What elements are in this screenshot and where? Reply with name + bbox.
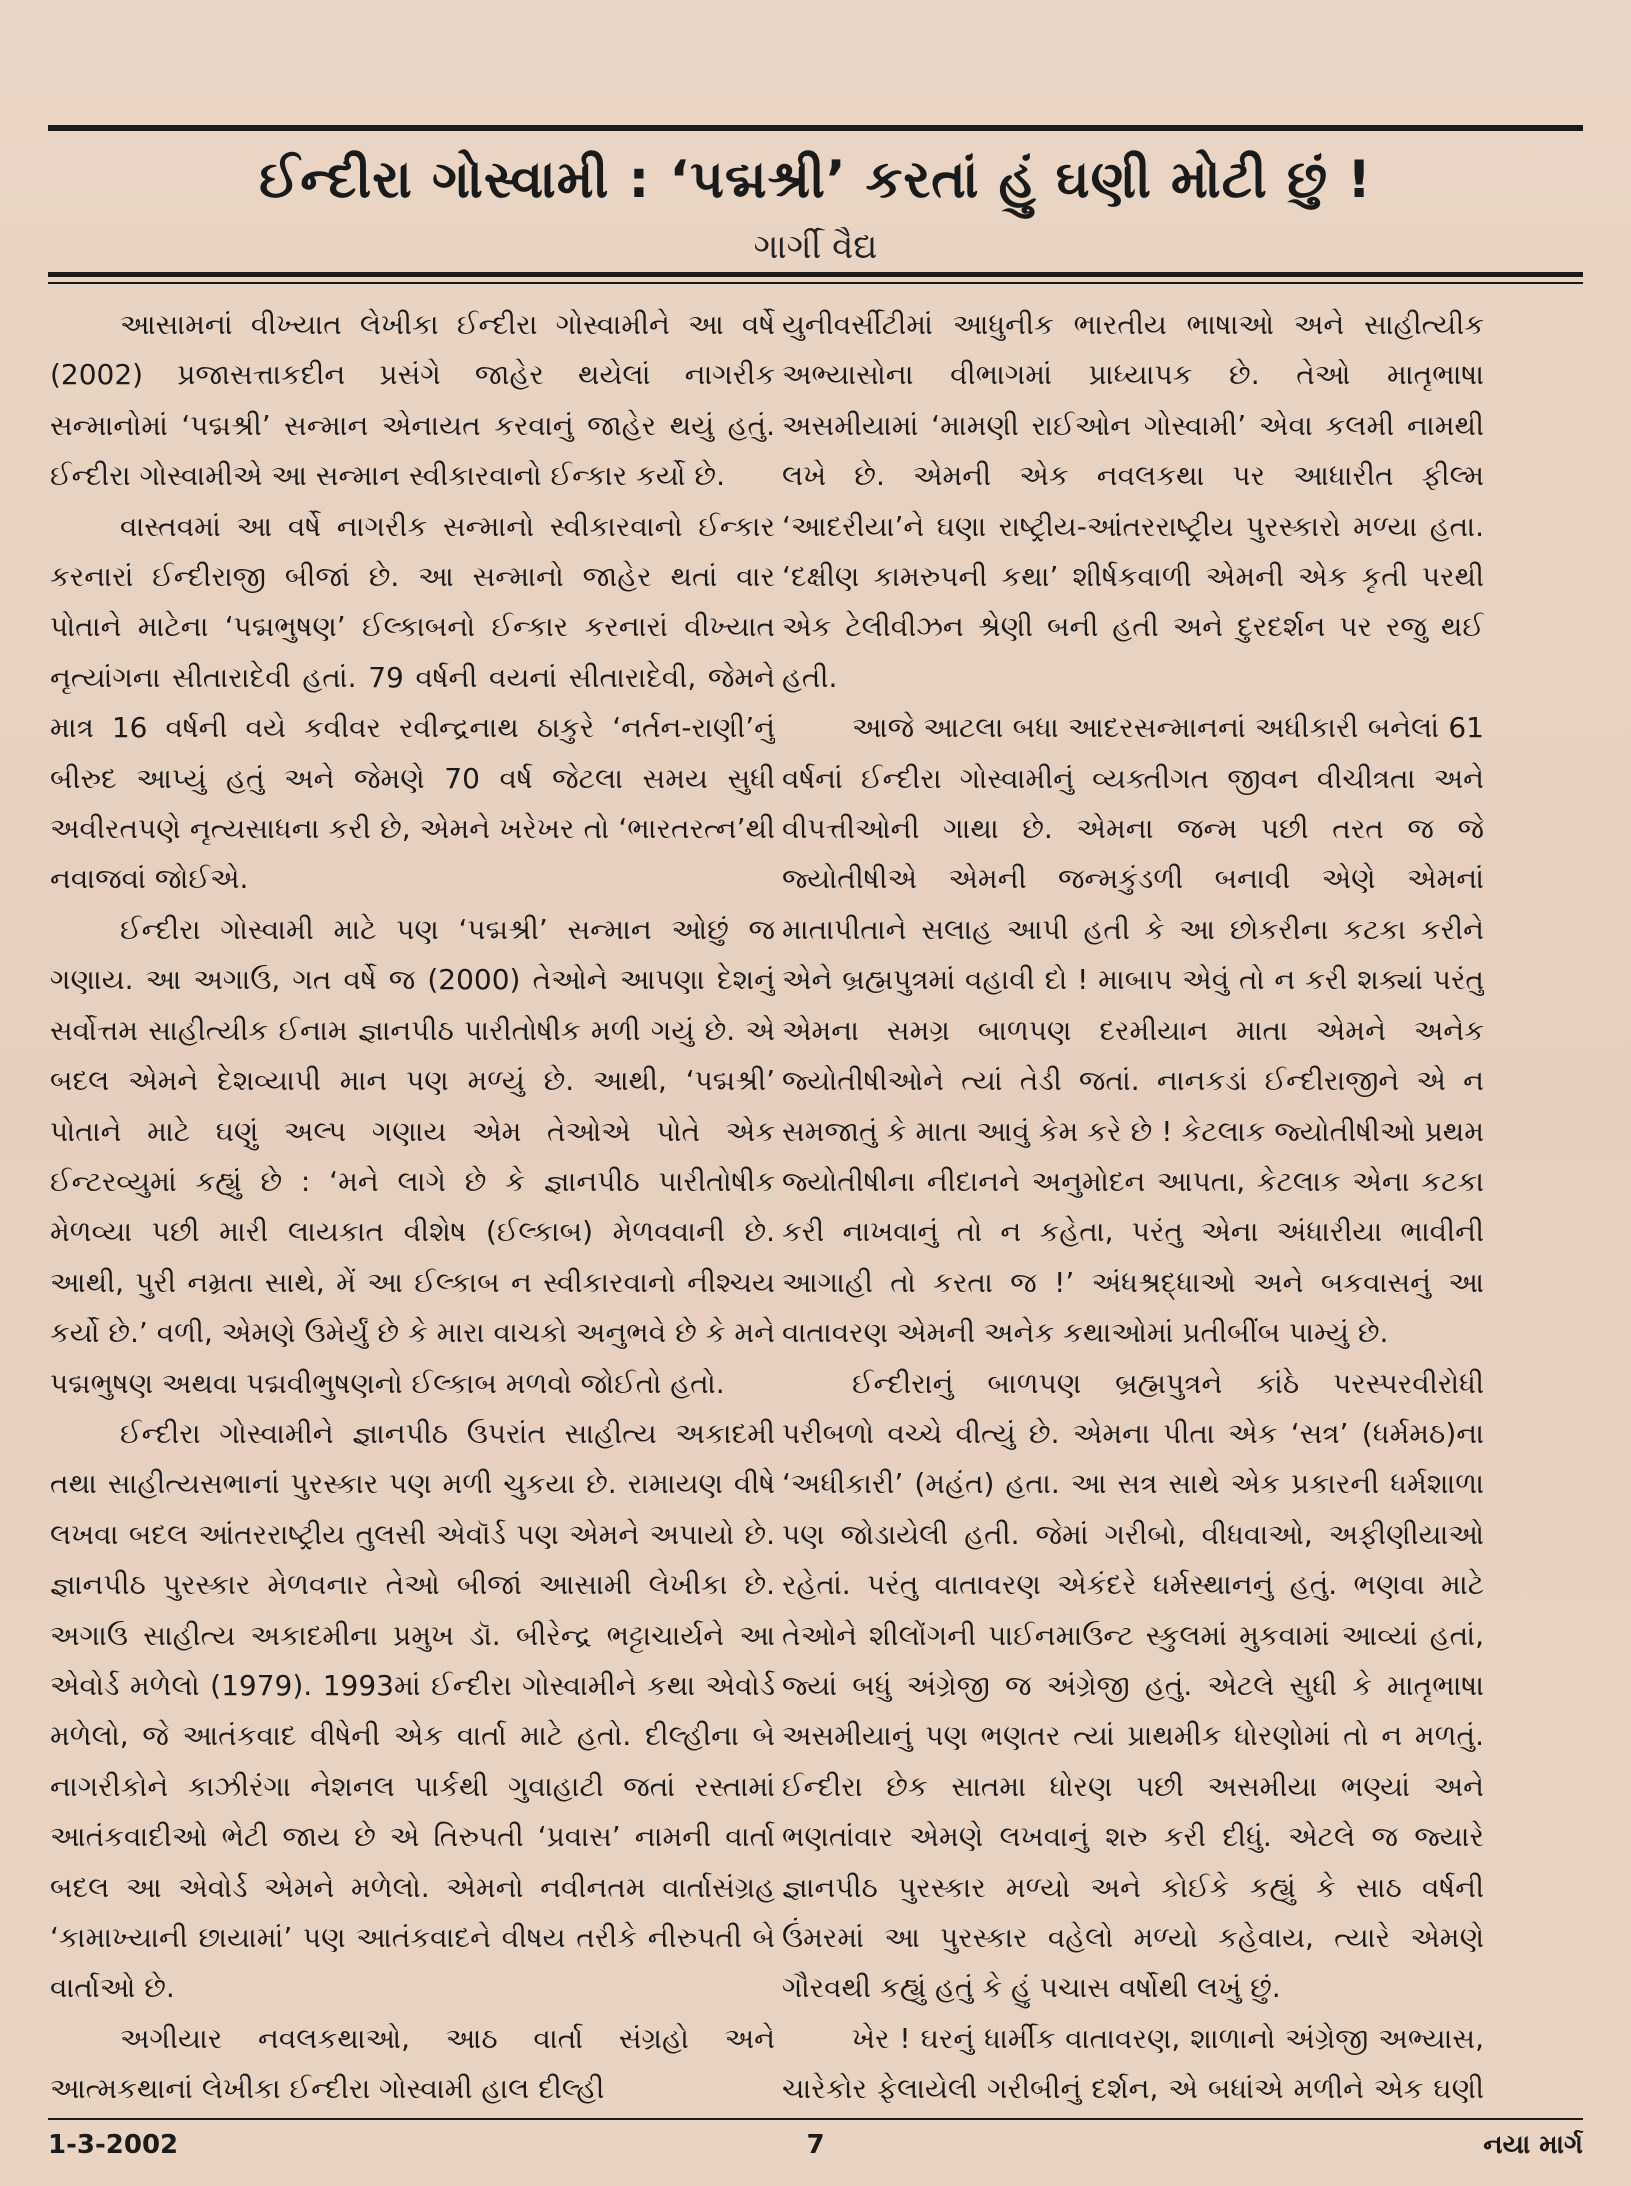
paragraph: ખેર ! ઘરનું ધાર્મીક વાતાવરણ, શાળાનો અંગ્રેજી અભ્યાસ, ચારેકોર ફેલાયેલી ગરીબીનું દર્શન, એ બધાંએ મળીને એક ઘણી (782, 2021, 1484, 2105)
paragraph: ઈન્દીરાનું બાળપણ બ્રહ્મપુત્રને કાંઠે પરસ્પરવીરોધી પરીબળો વચ્ચે વીત્યું છે. એમના પીતા એક ‘સત્ર’ (ધર્મમઠ)ના ‘અધીકારી’ (મહંત) હતા. આ સત્ર સાથે એક પ્રકારની ધર્મશાળા પણ જોડાયેલી હતી. જેમાં ગરીબો, વીધવાઓ, અફીણીયાઓ રહેતાં. પરંતુ વાતાવરણ એકંદરે ધર્મસ્થાનનું હતું. ભણવા માટે તેઓને શીલોંગની પાઈનમાઉન્ટ સ્કુલમાં મુકવામાં આવ્યાં હતાં, જ્યાં બધું અંગ્રેજી જ અંગ્રેજી હતું. એટલે સુધી કે માતૃભાષા અસમીયાનું પણ ભણતર ત્યાં પ્રાથમીક ધોરણોમાં તો ન મળતું. ઈન્દીરા છેક સાતમા ધોરણ પછી અસમીયા ભણ્યાં અને ભણતાંવાર એમણે લખવાનું શરુ કરી દીધું. એટલે જ જ્યારે જ્ઞાનપીઠ પુરસ્કાર મળ્યો અને કોઈકે કહ્યું કે સાઠ વર્ષની ઉંમરમાં આ પુરસ્કાર વહેલો મળ્યો કહેવાય, ત્યારે એમણે ગૌરવથી કહ્યું હતું કે હું પચાસ વર્ષોથી લખું છું. (782, 1366, 1484, 2005)
article-title: ઈન્દીરા ગોસ્વામી : ‘પદ્મશ્રી’ કરતાં હું ઘણી મોટી છું ! (259, 150, 1372, 210)
paragraph: અગીયાર નવલકથાઓ, આઠ વાર્તા સંગ્રહો અને આત્મકથાનાં લેખીકા ઈન્દીરા ગોસ્વામી હાલ દીલ્હી (50, 2021, 775, 2105)
paragraph: આજે આટલા બધા આદરસન્માનનાં અધીકારી બનેલાં 61 વર્ષનાં ઈન્દીરા ગોસ્વામીનું વ્યક્તીગત જીવન વીચીત્રતા અને વીપત્તીઓની ગાથા છે. એમના જન્મ પછી તરત જ જે જ્યોતીષીએ એમની જન્મકુંડળી બનાવી એણે એમનાં માતાપીતાને સલાહ આપી હતી કે આ છોકરીના કટકા કરીને એને બ્રહ્મપુત્રમાં વહાવી દો ! માબાપ એવું તો ન કરી શક્યાં પરંતુ એમના સમગ્ર બાળપણ દરમીયાન માતા એમને અનેક જ્યોતીષીઓને ત્યાં તેડી જતાં. નાનકડાં ઈન્દીરાજીને એ ન સમજાતું કે માતા આવું કેમ કરે છે ! કેટલાક જ્યોતીષીઓ પ્રથમ જ્યોતીષીના નીદાનને અનુમોદન આપતા, કેટલાક એના કટકા કરી નાખવાનું તો ન કહેતા, પરંતુ એના અંધારીયા ભાવીની આગાહી તો કરતા જ !’ અંધશ્રદ્ધાઓ અને બકવાસનું આ વાતાવરણ એમની અનેક કથાઓમાં પ્રતીબીંબ પામ્યું છે. (782, 711, 1484, 1350)
title-top-rule (48, 125, 1583, 131)
page-number: 7 (806, 2130, 825, 2160)
article-author: ગાર્ગી વૈદ્ય (753, 227, 878, 267)
issue-date: 1-3-2002 (48, 2130, 179, 2160)
title-bottom-rule (48, 272, 1583, 277)
magazine-name: નયા માર્ગ (1483, 2130, 1583, 2160)
left-column (50, 300, 775, 2105)
paragraph: વાસ્તવમાં આ વર્ષે નાગરીક સન્માનો સ્વીકારવાનો ઈન્કાર કરનારાં ઈન્દીરાજી બીજાં છે. આ સન્માનો જાહેર થતાં વાર પોતાને માટેના ‘પદ્મભુષણ’ ઈલ્કાબનો ઈન્કાર કરનારાં વીખ્યાત નૃત્યાંગના સીતારાદેવી હતાં. 79 વર્ષની વયનાં સીતારાદેવી, જેમને માત્ર 16 વર્ષની વયે કવીવર રવીન્દ્રનાથ ઠાકુરે ‘નર્તન-રાણી’નું બીરુદ આપ્યું હતું અને જેમણે 70 વર્ષ જેટલા સમય સુધી અવીરતપણે નૃત્યસાધના કરી છે, એમને ખરેખર તો ‘ભારતરત્ન’થી નવાજવાં જોઈએ. (50, 509, 775, 896)
paragraph: આસામનાં વીખ્યાત લેખીકા ઈન્દીરા ગોસ્વામીને આ વર્ષે (2002) પ્રજાસત્તાકદીન પ્રસંગે જાહેર થયેલાં નાગરીક સન્માનોમાં ‘પદ્મશ્રી’ સન્માન એનાયત કરવાનું જાહેર થયું હતું. ઈન્દીરા ગોસ્વામીએ આ સન્માન સ્વીકારવાનો ઈન્કાર કર્યો છે. (50, 308, 775, 493)
paragraph: ઈન્દીરા ગોસ્વામીને જ્ઞાનપીઠ ઉપરાંત સાહીત્ય અકાદમી તથા સાહીત્યસભાનાં પુરસ્કાર પણ મળી ચુકયા છે. રામાયણ વીષે લખવા બદલ આંતરરાષ્ટ્રીય તુલસી એવૉર્ડ પણ એમને અપાયો છે. જ્ઞાનપીઠ પુરસ્કાર મેળવનાર તેઓ બીજાં આસામી લેખીકા છે. અગાઉ સાહીત્ય અકાદમીના પ્રમુખ ડૉ. બીરેન્દ્ર ભટ્ટાચાર્યને આ એવોર્ડ મળેલો (1979). 1993માં ઈન્દીરા ગોસ્વામીને કથા એવોર્ડ મળેલો, જે આતંકવાદ વીષેની એક વાર્તા માટે હતો. દીલ્હીના બે નાગરીકોને કાઝીરંગા નેશનલ પાર્કથી ગુવાહાટી જતાં રસ્તામાં આતંકવાદીઓ ભેટી જાય છે એ તિરુપતી ‘પ્રવાસ’ નામની વાર્તા બદલ આ એવોર્ડ એમને મળેલો. એમનો નવીનતમ વાર્તાસંગ્રહ ‘કામાખ્યાની છાયામાં’ પણ આતંકવાદને વીષય તરીકે નીરુપતી બે વાર્તાઓ છે. (50, 1416, 775, 2005)
paragraph: યુનીવર્સીટીમાં આધુનીક ભારતીય ભાષાઓ અને સાહીત્યીક અભ્યાસોના વીભાગમાં પ્રાધ્યાપક છે. તેઓ માતૃભાષા અસમીયામાં ‘મામણી રાઈઓન ગોસ્વામી’ એવા કલમી નામથી લખે છે. એમની એક નવલકથા પર આધારીત ફીલ્મ ‘આદરીયા’ને ઘણા રાષ્ટ્રીય-આંતરરાષ્ટ્રીય પુરસ્કારો મળ્યા હતા. ‘દક્ષીણ કામરુપની કથા’ શીર્ષકવાળી એમની એક કૃતી પરથી એક ટેલીવીઝન શ્રેણી બની હતી અને દુરદર્શન પર રજુ થઈ હતી. (782, 308, 1484, 694)
title-bottom-rule-thin (48, 282, 1583, 284)
page-footer (48, 2118, 1583, 2170)
paragraph: ઈન્દીરા ગોસ્વામી માટે પણ ‘પદ્મશ્રી’ સન્માન ઓછું જ ગણાય. આ અગાઉ, ગત વર્ષે જ (2000) તેઓને આપણા દેશનું સર્વોત્તમ સાહીત્યીક ઈનામ જ્ઞાનપીઠ પારીતોષીક મળી ગયું છે. એ બદલ એમને દેશવ્યાપી માન પણ મળ્યું છે. આથી, ‘પદ્મશ્રી’ પોતાને માટે ઘણું અલ્પ ગણાય એમ તેઓએ પોતે એક ઈન્ટરવ્યુમાં કહ્યું છે : ‘મને લાગે છે કે જ્ઞાનપીઠ પારીતોષીક મેળવ્યા પછી મારી લાયકાત વીશેષ (ઈલ્કાબ) મેળવવાની છે. આથી, પુરી નમ્રતા સાથે, મેં આ ઈલ્કાબ ન સ્વીકારવાનો નીશ્ચય કર્યો છે.’ વળી, એમણે ઉમેર્યું છે કે મારા વાચકો અનુભવે છે કે મને પદ્મભુષણ અથવા પદ્મવીભુષણનો ઈલ્કાબ મળવો જોઈતો હતો. (50, 912, 775, 1400)
right-column (782, 300, 1484, 2105)
